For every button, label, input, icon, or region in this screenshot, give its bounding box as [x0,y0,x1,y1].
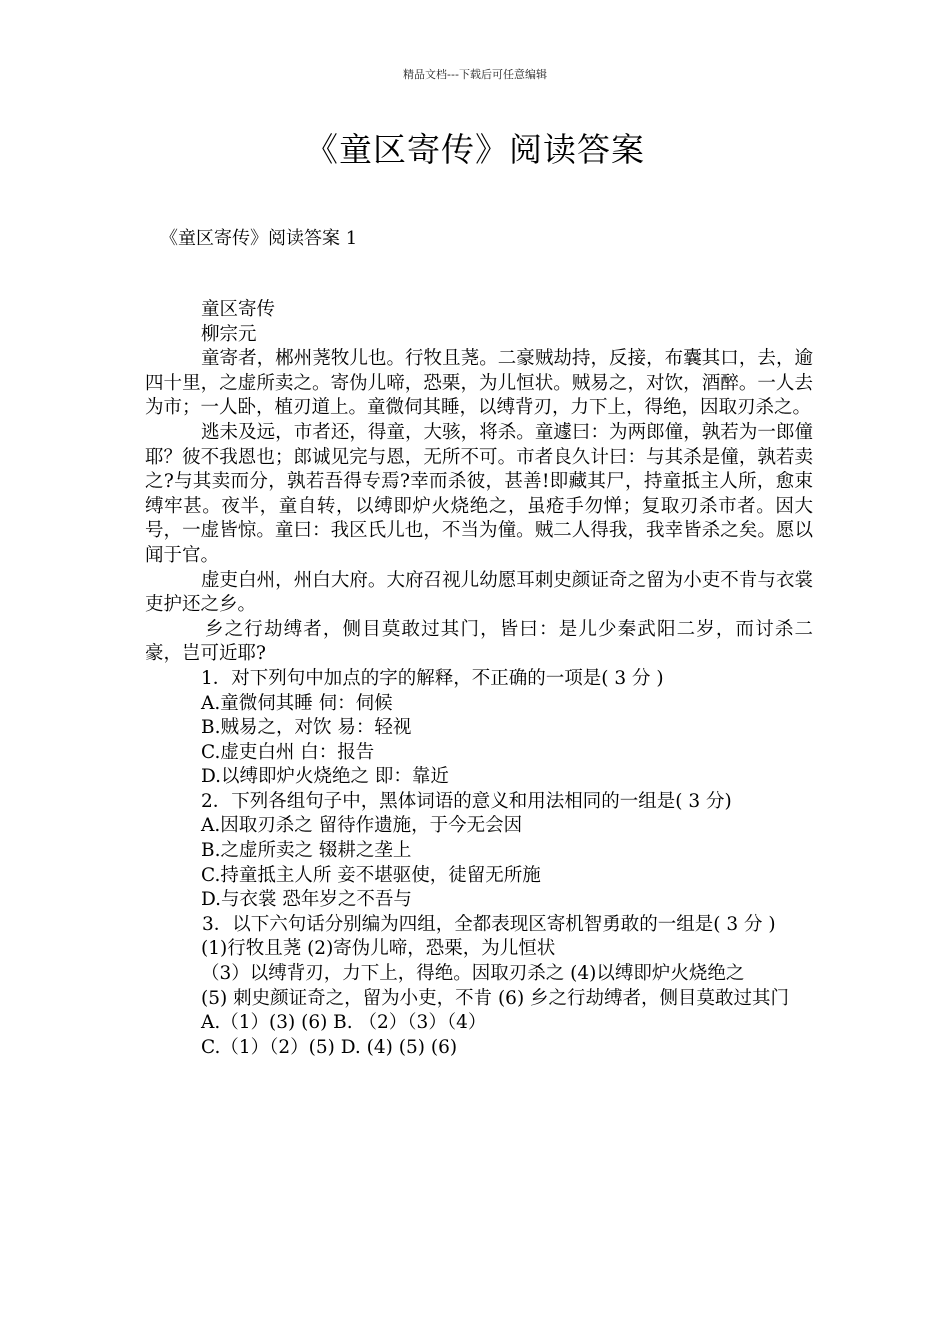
question-option: B.之虚所卖之 辍耕之垄上 [201,840,412,862]
question-option: B.贼易之，对饮 易：轻视 [201,717,412,739]
question-item: （3）以缚背刃，力下上，得绝。因取刃杀之 (4)以缚即炉火烧绝之 [201,963,745,985]
question-item: (1)行牧且荛 (2)寄伪儿啼，恐栗，为儿恒状 [201,938,556,960]
page-title: 《童区寄传》阅读答案 [305,130,645,169]
header-note: 精品文档---下载后可任意编辑 [403,68,547,81]
paragraph: 虚吏白州，州白大府。大府召视儿幼愿耳刺史颜证奇之留为小吏不肯与衣裳吏护还之乡。 [145,569,813,616]
text-author: 柳宗元 [201,323,257,345]
question-option: C.持童抵主人所 妾不堪驱使，徒留无所施 [201,864,541,886]
question-stem: 1．对下列句中加点的字的解释，不正确的一项是( 3 分 ) [201,667,664,689]
paragraph: 逃未及远，市者还，得童，大骇，将杀。童遽曰：为两郎僮，孰若为一郎僮耶？彼不我恩也；郎诚见完与恩，无所不可。市者良久计曰：与其杀是僮，孰若卖之?与其卖而分，孰若吾得专焉?幸而杀彼，甚善!即藏其尸，持童抵主人所，愈束缚牢甚。夜半，童自转，以缚即炉火烧绝之，虽疮手勿惮；复取刃杀市者。因大号，一虚皆惊。童曰：我区氏儿也，不当为僮。贼二人得我，我幸皆杀之矣。愿以闻于官。 [145,421,813,566]
question-option: A.童微伺其睡 伺：伺候 [201,692,393,714]
document-body [145,298,813,1060]
question-item: (5) 刺史颜证奇之，留为小吏，不肯 (6) 乡之行劫缚者，侧目莫敢过其门 [201,987,790,1009]
paragraph: 童寄者，郴州荛牧儿也。行牧且荛。二豪贼劫持，反接，布囊其口，去，逾四十里，之虚所卖之。寄伪儿啼，恐栗，为儿恒状。贼易之，对饮，酒醉。一人去为市；一人卧，植刃道上。童微伺其睡，以缚背刃，力下上，得绝，因取刃杀之。 [145,348,813,419]
question-option: A.（1）(3) (6) B. （2）（3）（4） [201,1012,487,1034]
paragraph: 乡之行劫缚者，侧目莫敢过其门，皆曰：是儿少秦武阳二岁，而讨杀二豪，岂可近耶? [145,618,813,665]
question-option: D.以缚即炉火烧绝之 即：靠近 [201,766,449,788]
section-heading: 《童区寄传》阅读答案 1 [160,228,358,249]
question-option: C.虚吏白州 白：报告 [201,741,375,763]
question-stem: 2．下列各组句子中，黑体词语的意义和用法相同的一组是( 3 分) [201,790,732,812]
question-stem: 3．以下六句话分别编为四组，全都表现区寄机智勇敢的一组是( 3 分 ) [202,913,776,935]
question-option: A.因取刃杀之 留待作遗施，于今无会因 [201,815,523,837]
question-option: D.与衣裳 恐年岁之不吾与 [201,889,412,911]
question-option: C.（1）（2）(5) D. (4) (5) (6) [201,1036,458,1058]
text-title: 童区寄传 [201,299,276,320]
